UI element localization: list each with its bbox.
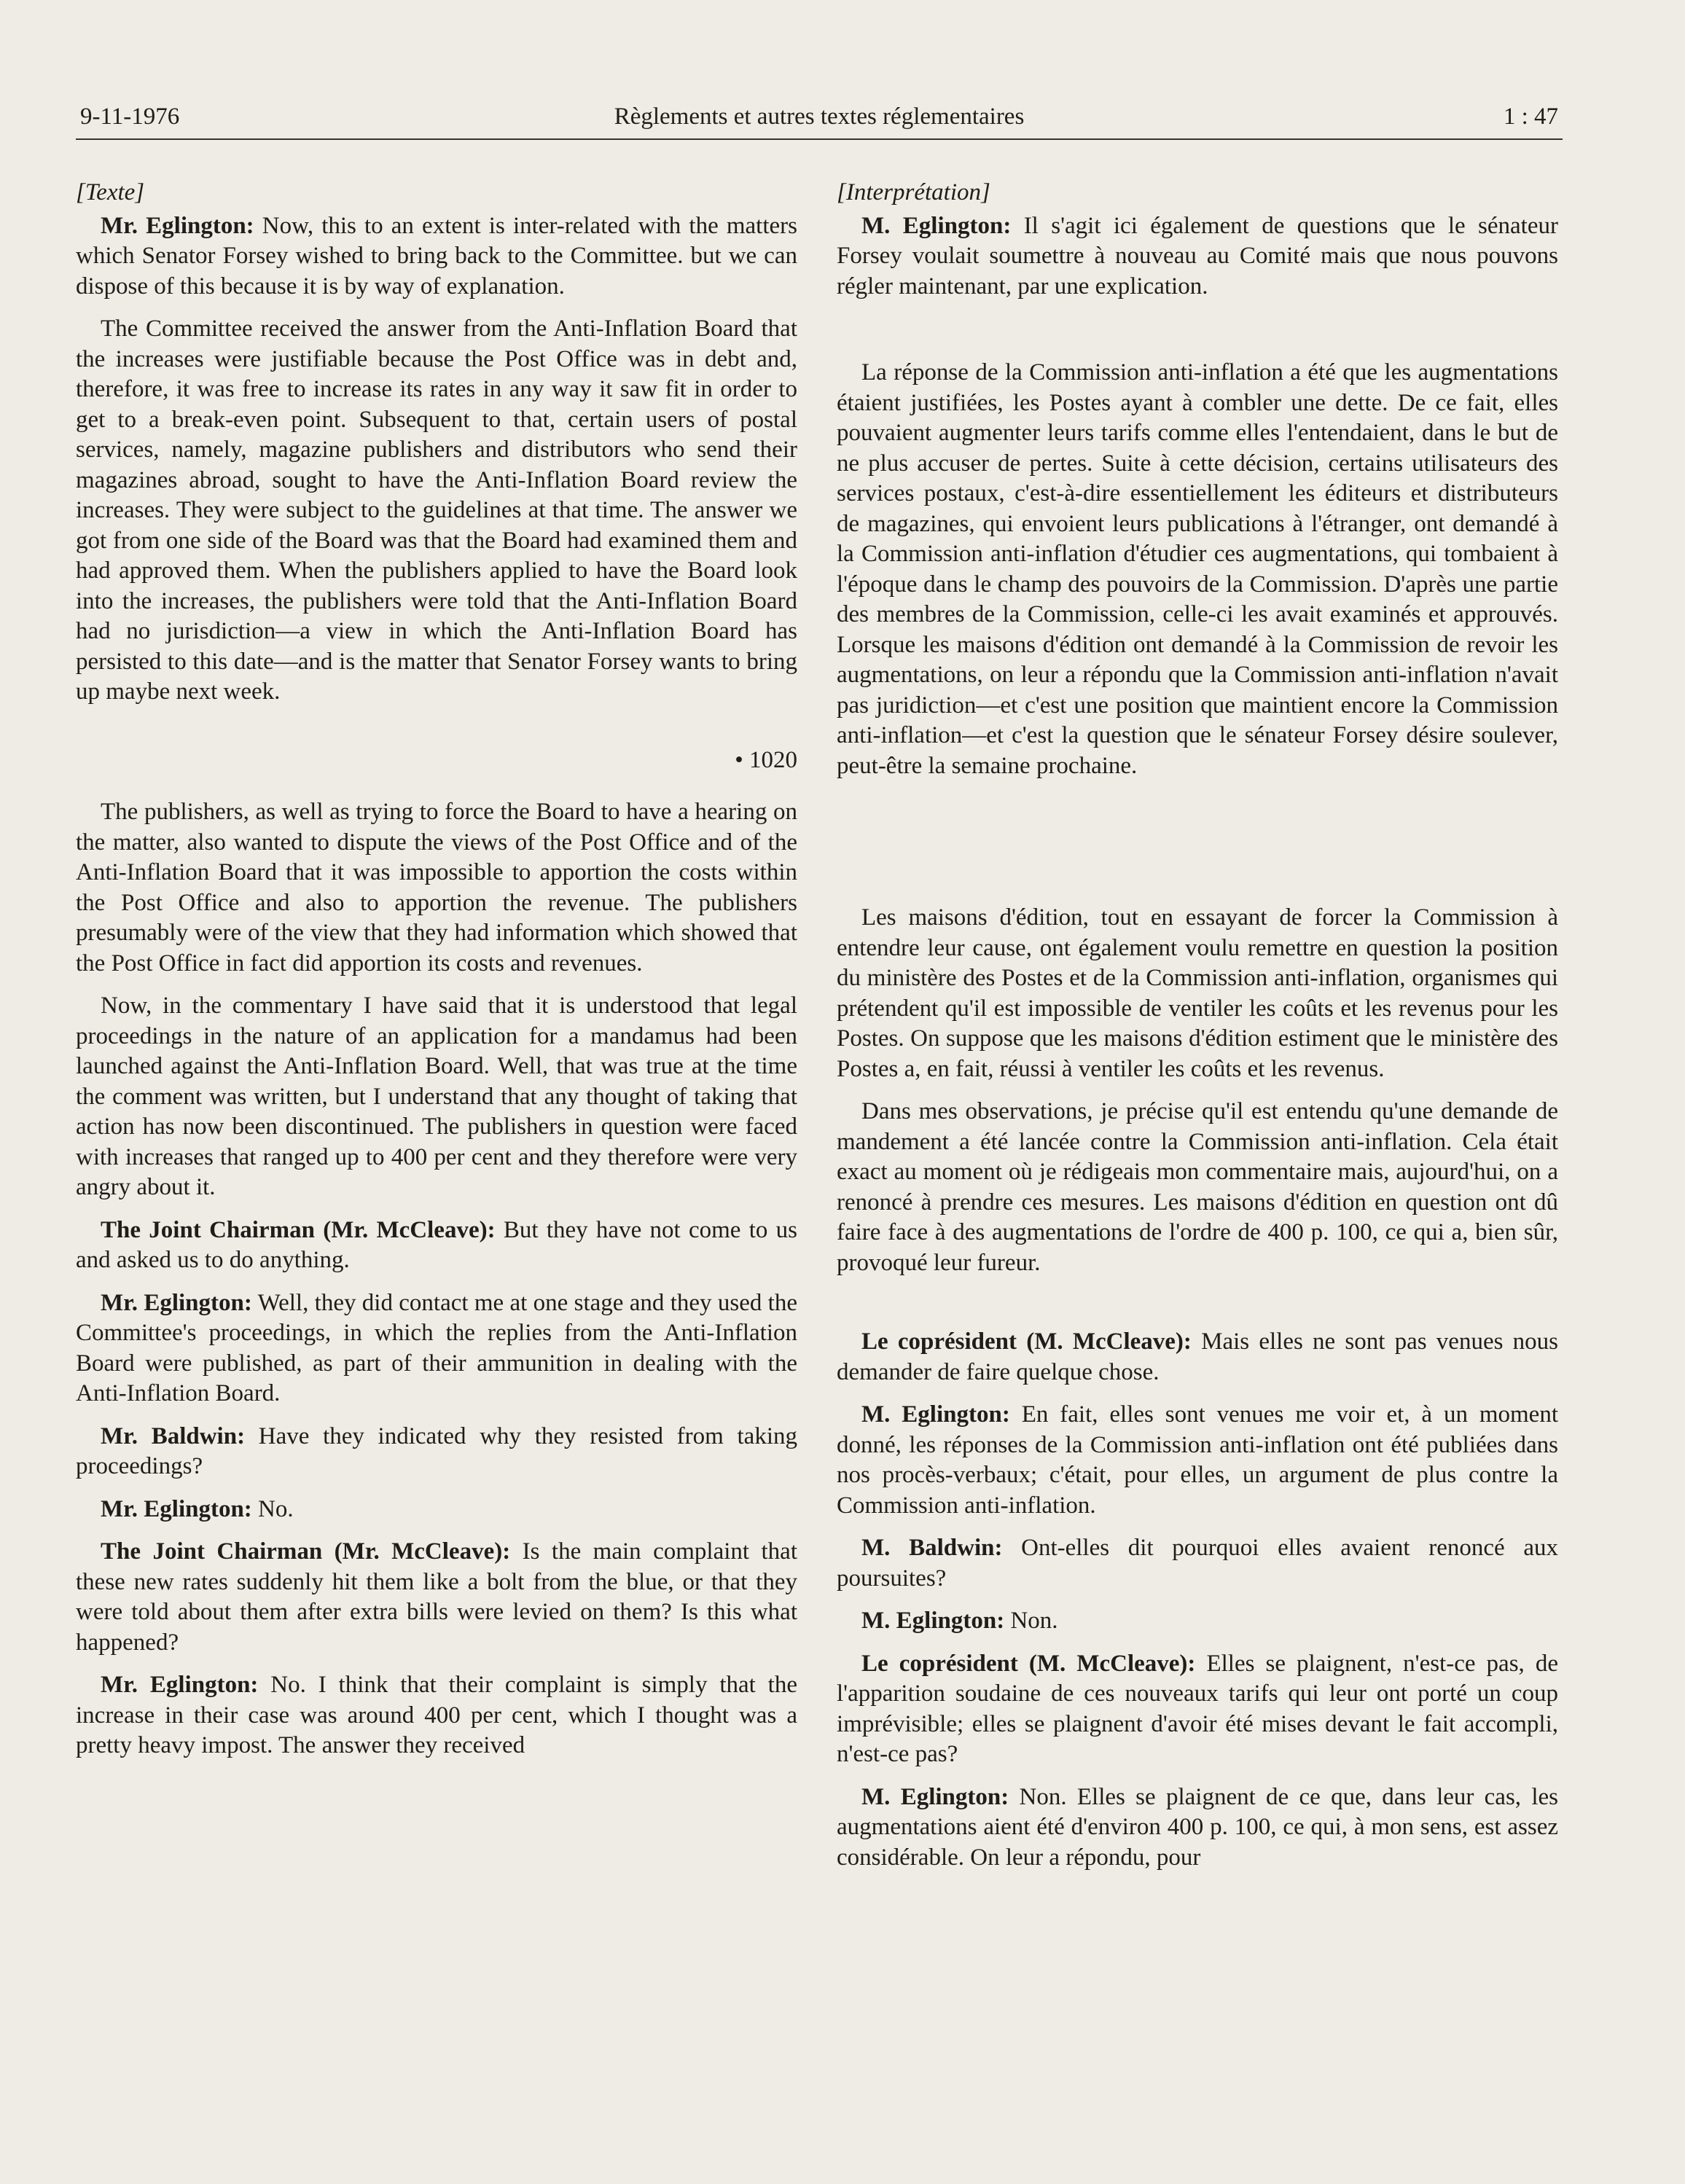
paragraph: Dans mes observations, je précise qu'il est entendu qu'une demande de mandement a été lancée contre la Commission anti-inflation. Cela était exact au moment où je rédigeais mon commentaire mais, aujourd'hui, on a renoncé à prendre ces mesures. Les maisons d'édition en question ont dû faire face à des augmentations de l'ordre de 400 p. 100, ce qui a, bien sûr, provoqué leur fureur. bbox=[837, 1098, 1558, 1276]
section-heading: [Interprétation] bbox=[837, 179, 990, 206]
paragraph bbox=[76, 1216, 797, 1276]
paragraph bbox=[76, 1422, 797, 1482]
speaker-label: Le coprésident (M. McCleave): bbox=[861, 1650, 1196, 1677]
paragraph: The publishers, as well as trying to force the Board to have a hearing on the matter, also wanted to dispute the views of the Post Office and of the Anti-Inflation Board that it was impossible to apportion the costs within the Post Office and also to apportion the revenue. The publishers presumably were of the view that they had information which showed that the Post Office in fact did apportion its costs and revenues. bbox=[76, 799, 797, 976]
header-date: 9-11-1976 bbox=[80, 103, 180, 130]
paragraph bbox=[76, 1495, 797, 1525]
speech-text: Now, this to an extent is inter-related with the matters which Senator Forsey wished to bring back to the Committee. but we can dispose of this because it is by way of explanation. bbox=[76, 212, 797, 300]
header-title: Règlements et autres textes réglementaires bbox=[614, 103, 1025, 130]
speech-text: But they have not come to us and asked us to do anything. bbox=[76, 1216, 797, 1273]
speech-text: No. I think that their complaint is simply that the increase in their case was around 400 per cent, which I thought was a pretty heavy impost. The answer they received bbox=[76, 1672, 797, 1758]
speaker-label: M. Eglington: bbox=[861, 1401, 1010, 1428]
speech-text: Is the main complaint that these new rates suddenly hit them like a bolt from the blue, or that they were told about them after extra bills were levied on them? Is this what happened? bbox=[76, 1538, 797, 1656]
paragraph bbox=[76, 211, 797, 302]
speaker-label: M. Baldwin: bbox=[861, 1535, 1003, 1561]
paragraph bbox=[837, 1606, 1558, 1637]
speech-text: Non. Elles se plaignent de ce que, dans leur cas, les augmentations aient été d'environ 400 p. 100, ce qui, à mon sens, est assez considérable. On leur a répondu, pour bbox=[837, 1783, 1559, 1871]
paragraph bbox=[837, 1327, 1558, 1387]
speaker-label: M. Eglington: bbox=[861, 1608, 1005, 1634]
speaker-label: Mr. Eglington: bbox=[101, 1289, 252, 1316]
paragraph: La réponse de la Commission anti-inflation a été que les augmentations étaient justifiées, les Postes ayant à combler une dette. De ce fait, elles pouvaient augmenter leurs tarifs comme elles l'entendaient, dans le but de ne plus accuser de pertes. Suite à cette décision, certains utilisateurs des services postaux, c'est-à-dire essentiellement les éditeurs et distributeurs de magazines, qui envoient leurs publications à l'étranger, ont demandé à la Commission anti-inflation d'étudier ces augmentations, qui tombaient à l'époque dans le champ des pouvoirs de la Commission. D'après une partie des membres de la Commission, celle-ci les avait examinés et approuvés. Lorsque les maisons d'édition ont demandé à la Commission de revoir les augmentations, on leur a répondu que la Commission anti-inflation n'avait pas juridiction—et c'est une position que maintient encore la Commission anti-inflation—et c'est la question que le sénateur Forsey désire soulever, peut-être la semaine prochaine. bbox=[837, 359, 1558, 779]
paragraph: Les maisons d'édition, tout en essayant de forcer la Commission à entendre leur cause, ont également voulu remettre en question la position du ministère des Postes et de la Commission anti-inflation, organismes qui prétendent qu'il est impossible de ventiler les coûts et les revenus pour les Postes. On suppose que les maisons d'édition estiment que le ministère des Postes a, en fait, réussi à ventiler les coûts et les revenus. bbox=[837, 904, 1558, 1082]
time-marker: • 1020 bbox=[735, 746, 797, 773]
speaker-label: Mr. Eglington: bbox=[101, 1672, 259, 1698]
paragraph bbox=[837, 1649, 1558, 1770]
speech-text: Have they indicated why they resisted from taking proceedings? bbox=[76, 1422, 797, 1479]
paragraph: The Committee received the answer from the Anti-Inflation Board that the increases were justifiable because the Post Office was in debt and, therefore, it was free to increase its rates in any way it saw fit in order to get to a break-even point. Subsequent to that, certain users of postal services, namely, magazine publishers and distributors who send their magazines abroad, sought to have the Anti-Inflation Board review the increases. They were subject to the guidelines at that time. The answer we got from one side of the Board was that the Board had examined them and had approved them. When the publishers applied to have the Board look into the increases, the publishers were told that the Anti-Inflation Board had no jurisdiction—a view in which the Anti-Inflation Board has persisted to this date—and is the matter that Senator Forsey wants to bring up maybe next week. bbox=[76, 316, 797, 705]
spacer bbox=[837, 1291, 1558, 1327]
speaker-label: Mr. Eglington: bbox=[101, 212, 254, 239]
speech-text: No. bbox=[251, 1495, 294, 1522]
paragraph bbox=[76, 1288, 797, 1409]
speech-text: Non. bbox=[1004, 1608, 1058, 1634]
speech-text: Il s'agit ici également de questions que le sénateur Forsey voulait soumettre à nouveau au Comité mais que nous pouvons régler maintenant, par une explication. bbox=[837, 212, 1558, 300]
speech-text: Ont-elles dit pourquoi elles avaient renoncé aux poursuites? bbox=[837, 1535, 1558, 1592]
paragraph bbox=[76, 1670, 797, 1761]
speech-text: Elles se plaignent, n'est-ce pas, de l'apparition soudaine de ces nouveaux tarifs qui leur ont porté un coup imprévisible; elles se plaignent d'avoir été mises devant le fait accompli, n'est-ce pas? bbox=[837, 1650, 1558, 1767]
speaker-label: M. Eglington: bbox=[861, 212, 1012, 239]
paragraph bbox=[76, 1537, 797, 1658]
speaker-label: M. Eglington: bbox=[861, 1783, 1009, 1810]
speaker-label: Mr. Baldwin: bbox=[101, 1422, 246, 1449]
english-column bbox=[76, 178, 797, 1774]
speech-text: En fait, elles sont venues me voir et, à un moment donné, les réponses de la Commission anti-inflation ont été publiées dans nos procès-verbaux; c'était, pour elles, un argument de plus contre la Commission anti-inflation. bbox=[837, 1401, 1558, 1519]
paragraph bbox=[837, 1400, 1558, 1521]
french-column bbox=[837, 178, 1558, 1885]
speech-text: Mais elles ne sont pas venues nous demander de faire quelque chose. bbox=[837, 1328, 1558, 1385]
speech-text: Well, they did contact me at one stage and they used the Committee's proceedings, in which the replies from the Anti-Inflation Board were published, as part of their ammunition in dealing with the Anti-Inflation Board. bbox=[76, 1289, 797, 1406]
speaker-label: Mr. Eglington: bbox=[101, 1495, 252, 1522]
paragraph bbox=[837, 211, 1558, 302]
spacer bbox=[837, 314, 1558, 358]
header-page-number: 1 : 47 bbox=[1503, 103, 1558, 130]
speaker-label: Le coprésident (M. McCleave): bbox=[861, 1328, 1192, 1355]
spacer bbox=[837, 794, 1558, 903]
running-header bbox=[76, 102, 1563, 140]
paragraph bbox=[837, 1782, 1558, 1874]
paragraph: Now, in the commentary I have said that it is understood that legal proceedings in the nature of an application for a mandamus had been launched against the Anti-Inflation Board. Well, that was true at the time the comment was written, but I understand that any thought of taking that action has now been discontinued. The publishers in question were faced with increases that ranged up to 400 per cent and they therefore were very angry about it. bbox=[76, 993, 797, 1200]
speaker-label: The Joint Chairman (Mr. McCleave): bbox=[101, 1216, 496, 1243]
paragraph bbox=[837, 1533, 1558, 1594]
speaker-label: The Joint Chairman (Mr. McCleave): bbox=[101, 1538, 511, 1565]
section-heading: [Texte] bbox=[76, 179, 145, 206]
